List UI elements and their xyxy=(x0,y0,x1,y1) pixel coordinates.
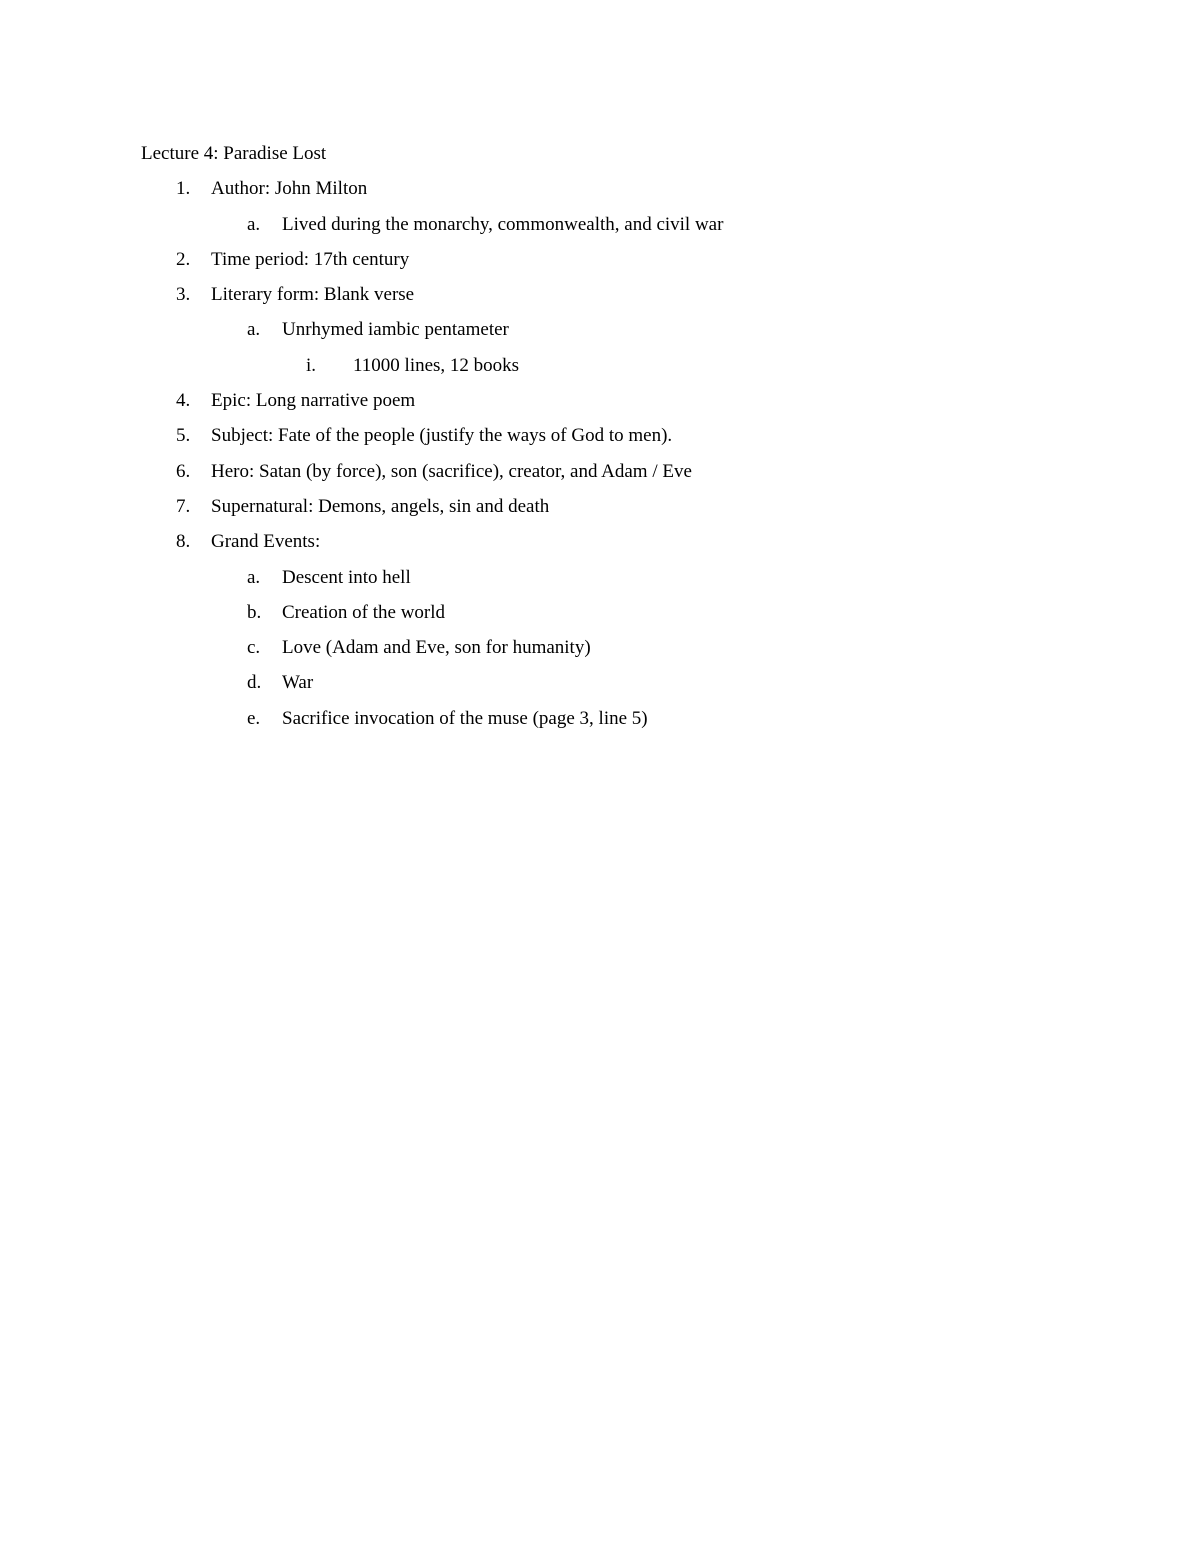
outline-item-marker: i. xyxy=(306,354,317,376)
outline-item-marker: a. xyxy=(247,213,261,235)
outline-item-level-1 xyxy=(141,492,1091,527)
outline-item-marker: d. xyxy=(247,672,262,694)
outline-item-marker: 3. xyxy=(176,284,191,306)
outline-item-marker: 7. xyxy=(176,495,191,517)
outline-item-marker: 2. xyxy=(176,248,191,270)
outline-item-level-1 xyxy=(141,245,1091,280)
outline-item-marker: c. xyxy=(247,637,261,659)
outline-item-marker: e. xyxy=(247,707,261,729)
outline-item-level-1 xyxy=(141,386,1091,421)
outline-item-marker: b. xyxy=(247,601,262,623)
outline-item-level-2 xyxy=(141,563,1091,598)
outline-item-level-1 xyxy=(141,421,1091,456)
outline-item-text: Sacrifice invocation of the muse (page 3, line 5) xyxy=(282,707,648,729)
outline-item-text: Time period: 17th century xyxy=(211,248,410,270)
document-body xyxy=(141,139,1091,739)
outline-item-text: Hero: Satan (by force), son (sacrifice), creator, and Adam / Eve xyxy=(211,460,692,482)
outline-item-text: Descent into hell xyxy=(282,566,411,588)
outline-item-level-3 xyxy=(141,351,1091,386)
outline-item-text: Epic: Long narrative poem xyxy=(211,390,416,412)
outline-item-text: Literary form: Blank verse xyxy=(211,284,415,306)
outline-item-text: War xyxy=(282,672,314,694)
outline-item-marker: 8. xyxy=(176,531,191,553)
outline-item-level-2 xyxy=(141,668,1091,703)
outline-item-marker: a. xyxy=(247,566,261,588)
outline-item-level-1 xyxy=(141,280,1091,315)
outline-item-level-2 xyxy=(141,210,1091,245)
outline-item-text: Lived during the monarchy, commonwealth, and civil war xyxy=(282,213,724,235)
outline-list xyxy=(141,174,1091,739)
outline-item-marker: a. xyxy=(247,319,261,341)
outline-item-marker: 6. xyxy=(176,460,191,482)
outline-item-marker: 5. xyxy=(176,425,191,447)
outline-item-level-2 xyxy=(141,598,1091,633)
outline-item-text: Unrhymed iambic pentameter xyxy=(282,319,509,341)
outline-item-text: Supernatural: Demons, angels, sin and death xyxy=(211,495,550,517)
document-title-text: Lecture 4: Paradise Lost xyxy=(141,143,327,164)
outline-item-level-2 xyxy=(141,633,1091,668)
outline-item-text: Author: John Milton xyxy=(211,178,368,200)
outline-item-text: Creation of the world xyxy=(282,601,446,623)
outline-item-marker: 4. xyxy=(176,390,191,412)
outline-item-level-2 xyxy=(141,704,1091,739)
outline-item-text: Grand Events: xyxy=(211,531,321,553)
outline-item-text: 11000 lines, 12 books xyxy=(353,354,520,376)
outline-item-level-1 xyxy=(141,174,1091,209)
outline-item-text: Subject: Fate of the people (justify the ways of God to men). xyxy=(211,425,673,447)
outline-item-level-2 xyxy=(141,315,1091,350)
outline-item-marker: 1. xyxy=(176,178,191,200)
outline-item-text: Love (Adam and Eve, son for humanity) xyxy=(282,637,591,659)
document-title xyxy=(141,139,1091,174)
outline-item-level-1 xyxy=(141,527,1091,562)
outline-item-level-1 xyxy=(141,457,1091,492)
